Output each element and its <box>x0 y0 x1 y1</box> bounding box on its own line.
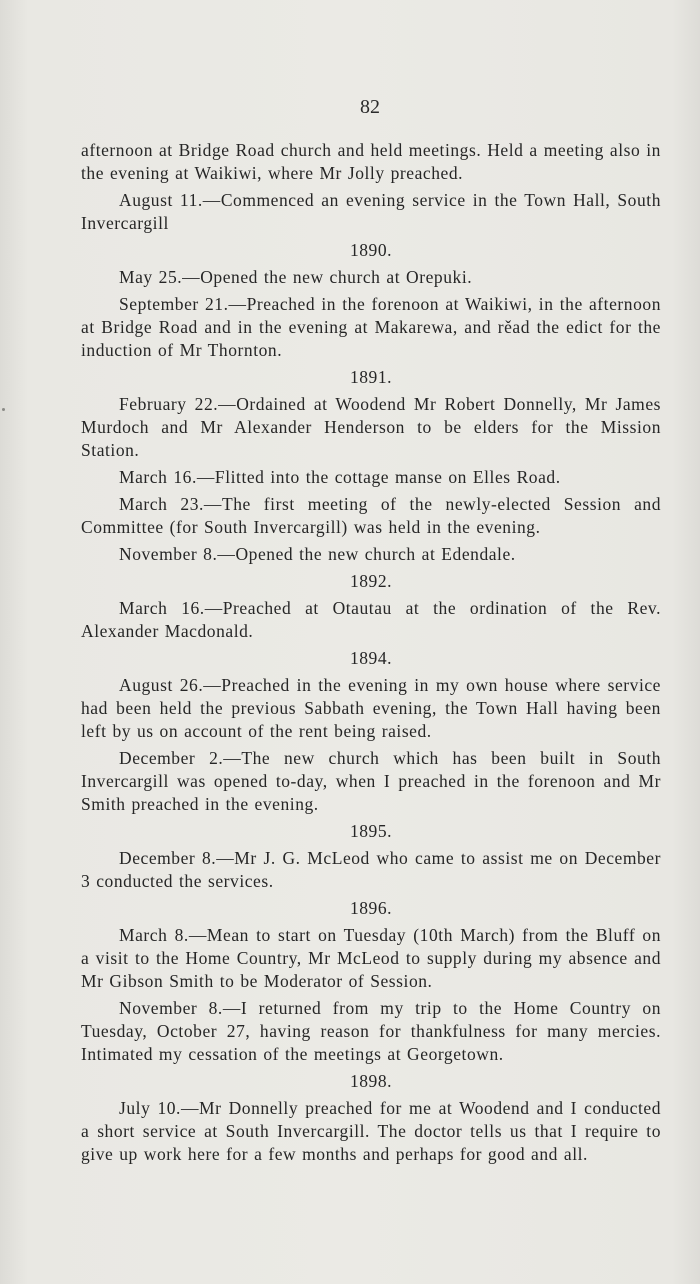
diary-entry: December 2.—The new church which has been built in South Invercargill was opened to-day, when I preached in the forenoon and Mr Smith preached in the evening. <box>81 748 661 814</box>
year-heading: 1892. <box>349 571 393 591</box>
diary-entry: March 16.—Preached at Otautau at the ordination of the Rev. Alexander Macdonald. <box>81 598 661 641</box>
year-heading: 1896. <box>349 898 393 918</box>
page-body <box>81 139 661 1170</box>
year-heading: 1894. <box>349 648 393 668</box>
diary-entry: December 8.—Mr J. G. McLeod who came to assist me on December 3 conducted the services. <box>81 848 661 891</box>
diary-entry: August 26.—Preached in the evening in my own house where service had been held the previous Sabbath evening, the Town Hall having been left by us on account of the rent being raised. <box>81 675 661 741</box>
diary-entry: July 10.—Mr Donnelly preached for me at Woodend and I conducted a short service at South Invercargill. The doctor tells us that I require to give up work here for a few months and perhaps for good and all. <box>81 1098 661 1164</box>
year-heading: 1890. <box>349 240 393 260</box>
margin-speck <box>2 408 5 411</box>
diary-entry: November 8.—I returned from my trip to the Home Country on Tuesday, October 27, having reason for thankfulness for many mercies. Intimated my cessation of the meetings at Georgetown. <box>81 998 661 1064</box>
diary-entry: September 21.—Preached in the forenoon at Waikiwi, in the afternoon at Bridge Road and in the evening at Makarewa, and rěad the edict for the induction of Mr Thornton. <box>81 294 661 360</box>
diary-entry: August 11.—Commenced an evening service in the Town Hall, South Invercargill <box>81 190 661 233</box>
diary-entry: March 23.—The first meeting of the newly-elected Session and Committee (for South Invercargill) was held in the evening. <box>81 494 661 537</box>
diary-entry: March 16.—Flitted into the cottage manse on Elles Road. <box>119 467 561 487</box>
year-heading: 1895. <box>349 821 393 841</box>
diary-entry: March 8.—Mean to start on Tuesday (10th March) from the Bluff on a visit to the Home Country, Mr McLeod to supply during my absence and Mr Gibson Smith to be Moderator of Session. <box>81 925 661 991</box>
diary-entry: May 25.—Opened the new church at Orepuki. <box>119 267 473 287</box>
diary-entry: November 8.—Opened the new church at Edendale. <box>119 544 516 564</box>
page-number: 82 <box>360 96 380 118</box>
diary-entry: February 22.—Ordained at Woodend Mr Robert Donnelly, Mr James Murdoch and Mr Alexander Henderson to be elders for the Mission Station. <box>81 394 661 460</box>
continued-paragraph: afternoon at Bridge Road church and held meetings. Held a meeting also in the evening at Waikiwi, where Mr Jolly preached. <box>81 140 661 183</box>
year-heading: 1891. <box>349 367 393 387</box>
year-heading: 1898. <box>349 1071 393 1091</box>
